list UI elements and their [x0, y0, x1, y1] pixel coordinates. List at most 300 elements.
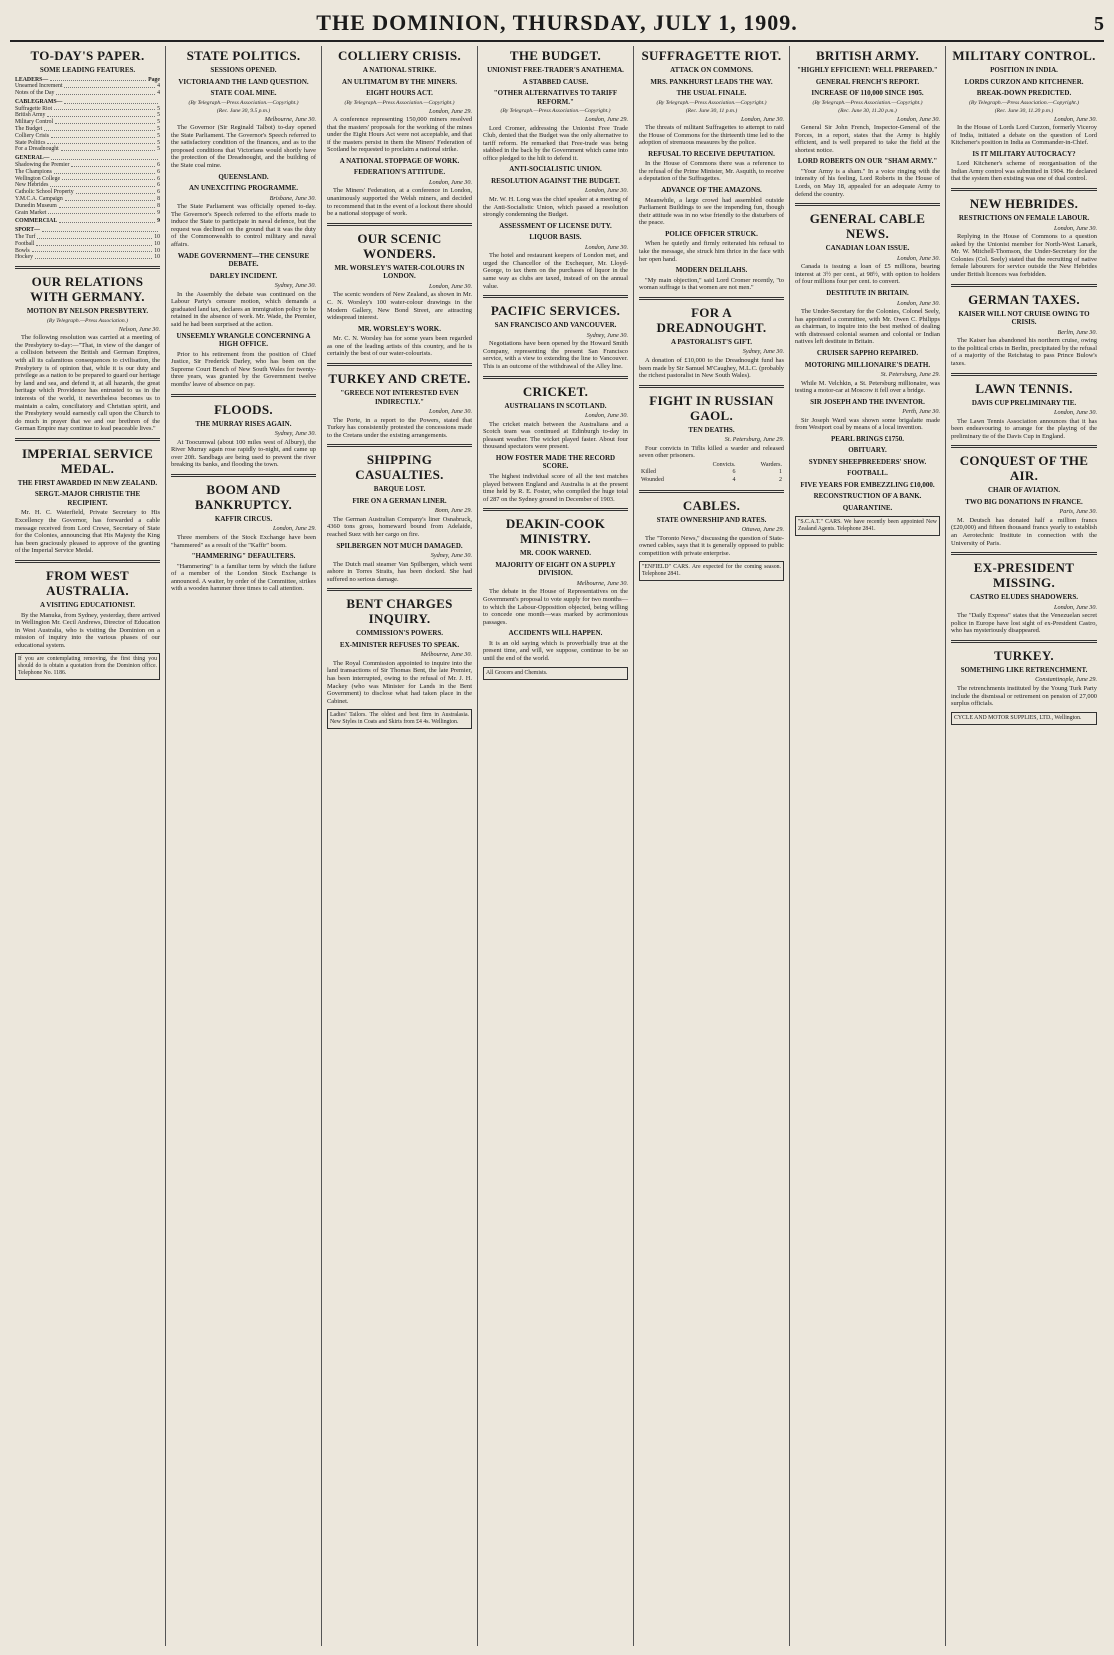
headline: OUR SCENIC WONDERS.	[357, 230, 442, 261]
dateline: Paris, June 30.	[1059, 508, 1097, 516]
subhead: SESSIONS OPENED.	[210, 66, 277, 74]
headline: STATE POLITICS.	[186, 48, 301, 63]
dateline: London, June 30.	[429, 408, 472, 415]
subhead: ATTACK ON COMMONS.	[670, 66, 753, 74]
column-2	[166, 46, 322, 1646]
toc-item-label: Colliery Crisis	[15, 132, 49, 139]
dateline: Sydney, June 30.	[430, 552, 472, 560]
toc-leader-dots	[47, 140, 155, 145]
article-text: Mr. H. C. Waterfield, Private Secretary to His Excellency the Governor, has forwarded a cable message received from Lord Crewe, Secretary of State for the Colonies, announcing that His Majesty the King has been graciously pleased to approve of the granting of the Imperial Service Medal.	[15, 509, 160, 555]
article-text: Canada is issuing a loan of £5 millions, bearing interest at 3½ per cent., at 98½, with option to holders of four millions four per cent. to convert.	[795, 263, 940, 286]
subhead: "HIGHLY EFFICIENT: WELL PREPARED."	[797, 66, 938, 74]
toc-item-page: Page	[148, 76, 160, 83]
received-line: (Rec. June 30, 11 p.m.)	[685, 107, 738, 114]
dateline: London, June 30.	[585, 412, 628, 420]
toc-item	[15, 133, 160, 140]
subhead: MOTORING MILLIONAIRE'S DEATH.	[804, 360, 931, 369]
subhead: WADE GOVERNMENT—THE CENSURE DEBATE.	[177, 251, 310, 269]
toc-item	[15, 119, 160, 126]
toc-item-page: 10	[154, 247, 160, 254]
toc-item	[15, 254, 160, 261]
dateline: London, June 30.	[429, 282, 472, 290]
headline: IMPERIAL SERVICE MEDAL.	[21, 445, 154, 476]
article-text: In the House of Lords Lord Curzon, formerly Viceroy of India, initiated a debate on the question of Lord Kitchener's position in India as Commander-in-Chief.	[951, 124, 1097, 147]
toc-item	[15, 227, 160, 234]
headline: SHIPPING CASUALTIES.	[355, 452, 444, 483]
advertisement: If you are contemplating removing, the first thing you should do is obtain a quotation from the Dominion office. Telephone No. 1186.	[15, 653, 160, 680]
byline: (By Telegraph.—Press Association.—Copyright.)	[344, 99, 455, 106]
toc-item	[15, 90, 160, 97]
subhead: BARQUE LOST.	[373, 485, 426, 494]
article-text: Meanwhile, a large crowd had assembled outside Parliament Buildings to see the impending fun, though their attitude was in no wise friendly to the disturbers of the peace.	[639, 196, 784, 227]
subhead: DESTITUTE IN BRITAIN.	[826, 289, 909, 298]
headline: DEAKIN-COOK MINISTRY.	[505, 516, 606, 547]
toc-item	[15, 196, 160, 203]
advertisement: Ladies' Tailors. The oldest and best firm in Australasia. New Styles in Coats and Skirts from £4 4s. Wellington.	[327, 709, 472, 729]
table-header: Convicts.	[712, 461, 736, 468]
toc-item	[15, 77, 160, 84]
article-text: Lord Kitchener's scheme of reorganisation of the Indian Army control was submitted in 1904. He declared that the system then existing was one of dual control.	[951, 160, 1097, 183]
subhead: KAFFIR CIRCUS.	[214, 514, 273, 523]
dateline: Perth, June 30.	[902, 408, 940, 416]
toc-item-label: CABLEGRAMS—	[15, 98, 63, 105]
column-6	[790, 46, 946, 1646]
dateline: London, June 29.	[429, 107, 472, 115]
toc-item-label: Y.M.C.A. Campaign	[15, 196, 63, 203]
toc-item-label: Hockey	[15, 254, 34, 261]
toc-item-label: New Hebrides	[15, 182, 49, 189]
toc-item-label: For a Dreadnought	[15, 146, 59, 153]
subhead: COMMISSION'S POWERS.	[355, 629, 444, 638]
toc-leader-dots	[64, 83, 155, 88]
toc-leader-dots	[56, 90, 155, 95]
dateline: Melbourne, June 30.	[264, 115, 316, 123]
toc-item-page: 9	[157, 209, 160, 216]
toc-leader-dots	[59, 218, 155, 223]
toc-item	[15, 182, 160, 189]
subhead: "OTHER ALTERNATIVES TO TARIFF REFORM."	[493, 89, 618, 106]
toc-item-page: 5	[157, 146, 160, 153]
headline: CONQUEST OF THE AIR.	[959, 453, 1089, 484]
subhead: STATE OWNERSHIP AND RATES.	[656, 515, 767, 524]
subhead: PEARL BRINGS £1750.	[831, 434, 904, 443]
toc-leader-dots	[76, 189, 155, 194]
subhead: CASTRO ELUDES SHADOWERS.	[970, 593, 1078, 602]
toc-item	[15, 106, 160, 113]
toc-item-label: British Army	[15, 112, 46, 119]
article-text: While M. Velchkin, a St. Petersburg millionaire, was testing a motor-car at Moscow it fell over a bridge.	[795, 379, 940, 395]
subhead: OBITUARY.	[848, 446, 887, 455]
headline: PACIFIC SERVICES.	[490, 303, 621, 319]
subhead: ACCIDENTS WILL HAPPEN.	[508, 629, 603, 638]
article-text: The cricket match between the Australians and a Scotch team was continued at Edinburgh to-day in pleasant weather. The wicket played faster. About four thousand spectators were present.	[483, 420, 628, 451]
article-text: In the House of Commons there was a reference to the refusal of the Prime Minister, Mr. Asquith, to receive a deputation of the Suffragettes.	[639, 160, 784, 183]
toc-leader-dots	[59, 203, 155, 208]
subhead: EIGHT HOURS ACT.	[366, 89, 433, 97]
toc-item-label: The Turf	[15, 234, 36, 241]
toc-item-page: 8	[157, 202, 160, 209]
article-text: "My main objection," said Lord Cromer recently, "to woman suffrage is that women are not men."	[639, 276, 784, 292]
advertisement: All Grocers and Chemists.	[483, 667, 628, 680]
table-header: Warders.	[760, 461, 782, 468]
advertisement: "S.C.A.T." CARS. We have recently been appointed New Zealand Agents. Telephone 2841.	[795, 516, 940, 536]
toc-item-page: 10	[154, 254, 160, 261]
subhead: CHAIR OF AVIATION.	[987, 486, 1061, 495]
subhead: THE FIRST AWARDED IN NEW ZEALAND.	[17, 478, 158, 487]
toc-leader-dots	[54, 106, 155, 111]
subhead: A STABBED CAUSE.	[522, 77, 589, 86]
article-text: A conference representing 150,000 miners resolved that the masters' proposals for the working of the mines under the Eight Hours Act were not acceptable, and that if the masters persist in them the Miners' Federation of Scotland be requested to proclaim a national strike.	[327, 116, 472, 154]
article-text: In the Assembly the debate was continued on the Labour Party's censure motion, which demands a graduated land tax, declares an immigration policy to be retained in the absence of work. Mr. Wade, the Premier, said he had been surprised at the action.	[171, 290, 316, 328]
column-5	[634, 46, 790, 1646]
headline: FIGHT IN RUSSIAN GAOL.	[649, 392, 774, 423]
paper-title: THE DOMINION, THURSDAY, JULY 1, 1909.	[316, 10, 798, 35]
article-text: Lord Cromer, addressing the Unionist Free Trade Club, denied that the Budget was the only alternative to tariff reform. He remarked that Free-trade was being stabbed in the back by the Government which came into office pledged to the hilt to defend it.	[483, 124, 628, 162]
subhead: SERGT.-MAJOR CHRISTIE THE RECIPIENT.	[34, 490, 141, 507]
advertisement: "ENFIELD" CARS. Are expected for the coming season. Telephone 2841.	[639, 561, 784, 581]
subhead: RESOLUTION AGAINST THE BUDGET.	[491, 176, 620, 185]
toc-leader-dots	[51, 155, 158, 160]
article-text: The highest individual score of all the test matches played between England and Australia is at the present time held by R. E. Foster, who compiled the huge total of 287 on the Sydney ground in December of 1903.	[483, 472, 628, 503]
column-1	[10, 46, 166, 1646]
article-text: The Lawn Tennis Association announces that it has been endeavouring to arrange for the playing of the preliminary tie of the Davis Cup in England.	[951, 417, 1097, 440]
article-text: At Toocumwal (about 100 miles west of Albury), the River Murray again rose rapidly to-night, and came up over 20ft. Sandbags are being used to prevent the river breaking its banks, and flooding the town.	[171, 438, 316, 469]
byline: (By Telegraph.—Press Association.—Copyright.)	[969, 99, 1079, 106]
toc-item-label: Football	[15, 240, 35, 247]
dateline: London, June 30.	[1054, 224, 1097, 232]
toc-leader-dots	[61, 146, 155, 151]
toc-item	[15, 203, 160, 210]
toc-item-page: 10	[154, 240, 160, 247]
column-7	[946, 46, 1102, 1646]
toc-item	[15, 126, 160, 133]
toc-item-page: 5	[157, 112, 160, 119]
toc-item-label: Dunedin Museum	[15, 202, 57, 209]
received-line: (Rec. June 30, 11.20 p.m.)	[994, 107, 1054, 114]
toc-item-label: State Politics	[15, 139, 46, 146]
subhead: SOMETHING LIKE RETRENCHMENT.	[960, 665, 1088, 674]
toc-item	[15, 140, 160, 147]
article-text: Mr. C. N. Worsley has for some years been regarded as one of the leading artists of this country, and he is certainly the best of our water-colourists.	[327, 335, 472, 358]
article-text: The Kaiser has abandoned his northern cruise, owing to the political crisis in Berlin, precipitated by the refusal of a majority of the Reichstag to pass Prince Bulow's taxes.	[951, 337, 1097, 367]
toc-title: TO-DAY'S PAPER.	[30, 48, 145, 63]
headline: TURKEY AND CRETE.	[328, 371, 471, 386]
headline: CRICKET.	[522, 383, 589, 399]
toc-item-page: 5	[157, 126, 160, 133]
dateline: London, June 30.	[897, 115, 940, 123]
dateline: London, June 30.	[1054, 409, 1097, 416]
toc-item-page: 9	[157, 218, 160, 225]
toc-item-page: 6	[157, 168, 160, 175]
toc-leader-dots	[36, 241, 152, 246]
subhead: POLICE OFFICER STRUCK.	[665, 229, 758, 238]
toc-leader-dots	[37, 234, 152, 239]
subhead: QUARANTINE.	[842, 503, 893, 512]
subhead: REFUSAL TO RECEIVE DEPUTATION.	[648, 149, 775, 158]
dateline: Melbourne, June 30.	[420, 651, 472, 659]
dateline: London, June 30.	[585, 243, 628, 251]
subhead: A NATIONAL STRIKE.	[362, 66, 437, 74]
article-text: Sir Joseph Ward was shown some brigalatte made from Westport coal by means of a local invention.	[795, 416, 940, 432]
toc-item-page: 6	[157, 162, 160, 169]
dateline: London, June 29.	[273, 525, 316, 533]
subhead: KAISER WILL NOT CRUISE OWING TO CRISIS.	[958, 309, 1090, 327]
subhead: VICTORIA AND THE LAND QUESTION.	[178, 77, 309, 86]
toc-item-page: 6	[157, 189, 160, 196]
subhead: MR. WORSLEY'S WORK.	[358, 324, 441, 333]
dateline: Sydney, June 30.	[274, 430, 316, 438]
toc-item-page: 10	[154, 234, 160, 241]
dateline: London, June 30.	[897, 254, 940, 262]
article-text: The following resolution was carried at a meeting of the Presbytery to-day:—"That, in view of the danger of a collision between the British and German Empires, with all its calamitous consequences to civilisation, the Presbytery is of opinion that, while it is our duty and privilege as a nation to be prepared to guard our heritage by land and sea, and defend it, at all hazards, the great heritage which Providence has entrusted to us in the interests of the world, it nevertheless becomes us to maintain a calm, conciliatory and Christian spirit, and the Presbytery would earnestly call upon the Church to do much in prayer that we and our brethren of the German Empire may continue to lead peaceable lives."	[15, 334, 160, 433]
toc-item-label: The Champions	[15, 168, 52, 175]
toc-item-page: 5	[157, 132, 160, 139]
toc-leader-dots	[54, 169, 155, 174]
subhead: A PASTORALIST'S GIFT.	[670, 337, 753, 346]
subhead: THE USUAL FINALE.	[676, 89, 747, 97]
dateline: London, June 29.	[585, 116, 628, 123]
headline: THE BUDGET.	[509, 48, 602, 63]
headline: BENT CHARGES INQUIRY.	[346, 596, 453, 627]
article-text: The scenic wonders of New Zealand, as shown in Mr. C. N. Worsley's 100 water-colour drawings in the Modern Gallery, New Bond Street, are attracting widespread interest.	[327, 291, 472, 322]
article-text: "Hammering" is a familiar term by which the failure of a member of the London Stock Exchange is announced. A waiter, by order of the Committee, strikes with a wooden hammer three times to call attention.	[171, 562, 316, 593]
toc-item-label: COMMERCIAL	[15, 218, 58, 225]
toc-item-page: 6	[157, 175, 160, 182]
table-row: Wounded 4 2	[641, 477, 782, 484]
article-text: The Dutch mail steamer Van Spilbergen, which went ashore in Torres Straits, has been docked. She had suffered no serious damage.	[327, 560, 472, 583]
headline: MILITARY CONTROL.	[952, 48, 1096, 63]
toc-item-label: Bowls	[15, 247, 30, 254]
toc-item-label: LEADERS—	[15, 76, 49, 83]
article-text: The State Parliament was officially opened to-day. The Governor's Speech referred to the efforts made to induce the State to participate in naval defence, but the request was declined on the ground that it was the duty of the Commonwealth to control military and naval affairs.	[171, 203, 316, 249]
subhead: AN UNEXCITING PROGRAMME.	[188, 184, 299, 193]
column-4	[478, 46, 634, 1646]
article-text: The Royal Commission appointed to inquire into the land transactions of Sir Thomas Bent, the late Premier, has been interrupted, owing to the refusal of Mr. J. H. Mackey (who was Minister for Lands in the Bent Government) to disclose what had taken place in the Cabinet.	[327, 659, 472, 705]
article-text: Four convicts in Tiflis killed a warder and released seven other prisoners.	[639, 444, 784, 460]
dateline: Constantinople, June 29.	[1035, 676, 1097, 684]
subhead: STATE COAL MINE.	[210, 89, 277, 97]
toc-item-label: Unearned Increment	[15, 83, 63, 90]
byline: (By Telegraph.—Press Association.—Copyright.)	[812, 99, 923, 106]
article-text: The Miners' Federation, at a conference in London, unanimously supported the Welsh miners, and decided to recommend that in the event of a lockout there should be a national stoppage of work.	[327, 187, 472, 218]
headline: NEW HEBRIDES.	[969, 196, 1079, 212]
subhead: AN ULTIMATUM BY THE MINERS.	[342, 77, 457, 86]
toc-item-page: 5	[157, 139, 160, 146]
dateline: London, June 30.	[741, 115, 784, 123]
toc-leader-dots	[42, 227, 158, 232]
dateline: St. Petersburg, June 29.	[724, 436, 784, 444]
subhead: UNSEEMLY WRANGLE CONCERNING A HIGH OFFICE.	[176, 331, 311, 349]
toc-list	[15, 77, 160, 262]
toc-leader-dots	[32, 248, 152, 253]
toc-subtitle: SOME LEADING FEATURES.	[39, 66, 136, 74]
dateline: Sydney, June 30.	[586, 331, 628, 339]
byline: (By Telegraph.—Press Association.—Copyright.)	[188, 99, 299, 106]
dateline: St. Petersburg, June 29.	[880, 371, 940, 378]
subhead: LIQUOR BASIS.	[529, 233, 582, 242]
subhead: ANTI-SOCIALISTIC UNION.	[509, 165, 602, 174]
subhead: INCREASE OF 110,000 SINCE 1905.	[811, 89, 924, 97]
toc-leader-dots	[50, 77, 146, 82]
article-text: The retrenchments instituted by the Young Turk Party include the dismissal or retirement on pension of 27,000 surplus officials.	[951, 684, 1097, 708]
table-row: Killed 6 1	[641, 469, 782, 476]
article-text: The Under-Secretary for the Colonies, Colonel Seely, has appointed a committee, with Mr. Owen C. Philipps as chairman, to inquire into the best method of dealing with distressed colonial seamen and colonial or Indian natives left destitute in Britain.	[795, 308, 940, 346]
subhead: DAVIS CUP PRELIMINARY TIE.	[971, 398, 1077, 407]
headline: CABLES.	[682, 497, 741, 513]
headline: GERMAN TAXES.	[968, 291, 1080, 307]
article-text: The Porte, in a report to the Powers, stated that Turkey has consistently protested the concessions made to the Cretans under the existing arrangements.	[327, 416, 472, 439]
toc-item	[15, 210, 160, 217]
dateline: Brisbane, June 30.	[269, 194, 316, 202]
advertisement: CYCLE AND MOTOR SUPPLIES, LTD., Wellington.	[951, 712, 1097, 725]
headline: BOOM AND BANKRUPTCY.	[194, 481, 293, 512]
toc-item-label: Military Control	[15, 119, 54, 126]
subhead: FIRE ON A GERMAN LINER.	[352, 496, 447, 505]
subhead: FIVE YEARS FOR EMBEZZLING £10,000.	[800, 480, 935, 489]
newspaper-columns	[10, 46, 1104, 1646]
dateline: Bonn, June 29.	[434, 507, 472, 515]
subhead: MR. WORSLEY'S WATER-COLOURS IN LONDON.	[334, 263, 465, 281]
byline: (By Telegraph.—Press Association.)	[47, 317, 128, 324]
toc-leader-dots	[50, 182, 155, 187]
toc-item-label: Wellington College	[15, 175, 61, 182]
subhead: CRUISER SAPPHO REPAIRED.	[816, 349, 919, 357]
byline: (By Telegraph.—Press Association.—Copyright.)	[656, 99, 767, 106]
subhead: LORDS CURZON AND KITCHENER.	[964, 77, 1084, 86]
article-text: Negotiations have been opened by the Howard Smith Company, representing the present San Francisco service, with a view to extending the line to Vancouver. This is an outcome of the withdrawal of the Alley line.	[483, 340, 628, 370]
headline: GENERAL CABLE NEWS.	[809, 211, 926, 242]
toc-item	[15, 146, 160, 153]
subhead: MRS. PANKHURST LEADS THE WAY.	[650, 77, 773, 86]
received-line: (Rec. June 30, 9.5 p.m.)	[216, 107, 271, 114]
article-text: Three members of the Stock Exchange have been "hammered" as a result of the "Kaffir" boom.	[171, 533, 316, 549]
dateline: London, June 30.	[897, 299, 940, 307]
article-text: The Governor (Sir Reginald Talbot) to-day opened the State Parliament. The Governor's Speech referred to the satisfactory condition of the finances, and as to the proposed conditions that Victorians would shortly have the protection of the Dreadnought, and the building of the State coal mine.	[171, 124, 316, 169]
toc-item-label: Notes of the Day	[15, 90, 55, 97]
toc-item	[15, 189, 160, 196]
article-text: "Your Army is a sham." In a voice ringing with the intensity of his feeling, Lord Roberts in the House of Lords, on May 18, appealed for an adequate Army to defend the country.	[795, 167, 940, 198]
headline: LAWN TENNIS.	[975, 380, 1073, 396]
toc-item-page: 5	[157, 119, 160, 126]
subhead: LORD ROBERTS ON OUR "SHAM ARMY."	[797, 157, 938, 166]
article-text: Prior to his retirement from the position of Chief Justice, Sir Frederick Darley, who has been on the Supreme Court Bench of New South Wales for twenty-three years, was granted by the Government twelve months' leave of absence on pay.	[171, 350, 316, 388]
toc-item	[15, 248, 160, 255]
toc-item	[15, 169, 160, 176]
headline: FROM WEST AUSTRALIA.	[46, 568, 129, 598]
article-text: The "Daily Express" states that the Venezuelan secret police in Europe have lost sight of ex-President Castro, who has mysteriously disappeared.	[951, 612, 1097, 635]
toc-leader-dots	[35, 254, 152, 259]
subhead: SAN FRANCISCO AND VANCOUVER.	[494, 321, 617, 330]
toc-leader-dots	[65, 196, 155, 201]
subhead: RESTRICTIONS ON FEMALE LABOUR.	[958, 214, 1090, 223]
subhead: MODERN DELILAHS.	[675, 266, 748, 275]
toc-leader-dots	[55, 119, 155, 124]
page-number: 5	[1094, 13, 1104, 35]
subhead: QUEENSLAND.	[218, 172, 269, 181]
subhead: ASSESSMENT OF LICENSE DUTY.	[499, 221, 612, 230]
toc-item-page: 8	[157, 196, 160, 203]
toc-item-label: Suffragette Riot	[15, 105, 53, 112]
dateline: Melbourne, June 30.	[576, 579, 628, 587]
article-text: Replying in the House of Commons to a question asked by the Unionist member for North-West Lanark, Mr. W. Mitchell-Thomson, the Under-Secretary for the Colonies (Col. Seely) stated that the recruiting of native female labourers for service outside the New Hebrides under British licences was forbidden.	[951, 233, 1097, 279]
subhead: THE MURRAY RISES AGAIN.	[195, 419, 292, 428]
headline: FOR A DREADNOUGHT.	[656, 304, 767, 335]
article-text: Mr. W. H. Long was the chief speaker at a meeting of the Anti-Socialistic Union, which passed a resolution strongly condemning the Budget.	[483, 195, 628, 219]
subhead: POSITION IN INDIA.	[990, 66, 1058, 74]
dateline: Nelson, June 30.	[118, 325, 160, 333]
subhead: IS IT MILITARY AUTOCRACY?	[972, 149, 1076, 158]
dateline: London, June 30.	[1054, 115, 1097, 123]
subhead: MR. COOK WARNED.	[519, 549, 592, 558]
toc-item-page: 5	[157, 105, 160, 112]
subhead: EX-MINISTER REFUSES TO SPEAK.	[339, 640, 460, 649]
toc-item	[15, 112, 160, 119]
toc-item-label: SPORT—	[15, 227, 40, 234]
headline: FLOODS.	[214, 401, 273, 417]
article-text: It is an old saying which is proverbially true at the present time, and will, we suppose, continue to be so until the end of the world.	[483, 639, 628, 662]
subhead: "GREECE NOT INTERESTED EVEN INDIRECTLY."	[340, 389, 459, 406]
byline: (By Telegraph.—Press Association.—Copyright.)	[500, 108, 611, 114]
dateline: Sydney, June 30.	[742, 348, 784, 356]
toc-item-page: 4	[157, 83, 160, 90]
toc-item	[15, 218, 160, 225]
received-line: (Rec. June 30, 11.20 p.m.)	[838, 107, 897, 114]
headline: BRITISH ARMY.	[815, 48, 920, 63]
toc-leader-dots	[64, 99, 158, 104]
subhead: AUSTRALIANS IN SCOTLAND.	[504, 401, 607, 410]
headline: EX-PRESIDENT MISSING.	[973, 560, 1075, 591]
column-3	[322, 46, 478, 1646]
toc-leader-dots	[71, 162, 155, 167]
dateline: Berlin, June 30.	[1057, 328, 1097, 336]
article-text: The debate in the House of Representatives on the Government's proposal to vote supply for two months—to which the Labour-Opposition objected, being willing to concede one month—was marked by acrimonious passages.	[483, 588, 628, 626]
article-text: The German Australian Company's liner Osnabruck, 4360 tons gross, homeward bound from Adelaide, reached Suez with her cargo on fire.	[327, 515, 472, 538]
toc-leader-dots	[62, 176, 155, 181]
subhead: SIR JOSEPH AND THE INVENTOR.	[810, 397, 925, 406]
toc-leader-dots	[51, 133, 155, 138]
dateline: Sydney, June 30.	[274, 282, 316, 290]
toc-leader-dots	[48, 210, 155, 215]
toc-item	[15, 162, 160, 169]
article-text: When he quietly and firmly reiterated his refusal to take the message, she struck him thrice in the face with her open hand.	[639, 240, 784, 263]
subhead: BREAK-DOWN PREDICTED.	[976, 89, 1072, 97]
subhead: SYDNEY SHEEPBREEDERS' SHOW.	[808, 457, 927, 466]
dateline: London, June 30.	[1054, 603, 1097, 611]
toc-item-page: 6	[157, 182, 160, 189]
subhead: UNIONIST FREE-TRADER'S ANATHEMA.	[487, 66, 624, 74]
subhead: TEN DEATHS.	[688, 425, 735, 434]
dateline: London, June 30.	[585, 187, 628, 195]
subhead: A VISITING EDUCATIONIST.	[39, 601, 136, 609]
article-text: General Sir John French, Inspector-General of the Forces, in a report, states that the Army is highly efficient, and is well prepared to take the field at the shortest notice.	[795, 124, 940, 154]
toc-item-label: The Budget	[15, 126, 43, 133]
subhead: RECONSTRUCTION OF A BANK.	[813, 492, 922, 501]
article-text: The threats of militant Suffragettes to attempt to raid the House of Commons for the thirteenth time led to the adoption of strenuous measures by the police.	[639, 124, 784, 147]
masthead	[10, 10, 1104, 42]
dateline: London, June 30.	[429, 178, 472, 186]
subhead: DARLEY INCIDENT.	[209, 271, 278, 280]
toc-item-label: Shadowing the Premier	[15, 162, 70, 169]
article-text: The "Toronto News," discussing the question of State-owned cables, says that it is generally opposed to public competition with private enterprise.	[639, 534, 784, 557]
subhead: "HAMMERING" DEFAULTERS.	[191, 552, 296, 561]
subhead: HOW FOSTER MADE THE RECORD SCORE.	[495, 453, 616, 471]
toc-item	[15, 234, 160, 241]
headline: TURKEY.	[994, 647, 1054, 663]
toc-item-label: GENERAL—	[15, 155, 50, 162]
toc-item	[15, 241, 160, 248]
subhead: A NATIONAL STOPPAGE OF WORK.	[339, 156, 460, 165]
subhead: ADVANCE OF THE AMAZONS.	[661, 186, 762, 195]
